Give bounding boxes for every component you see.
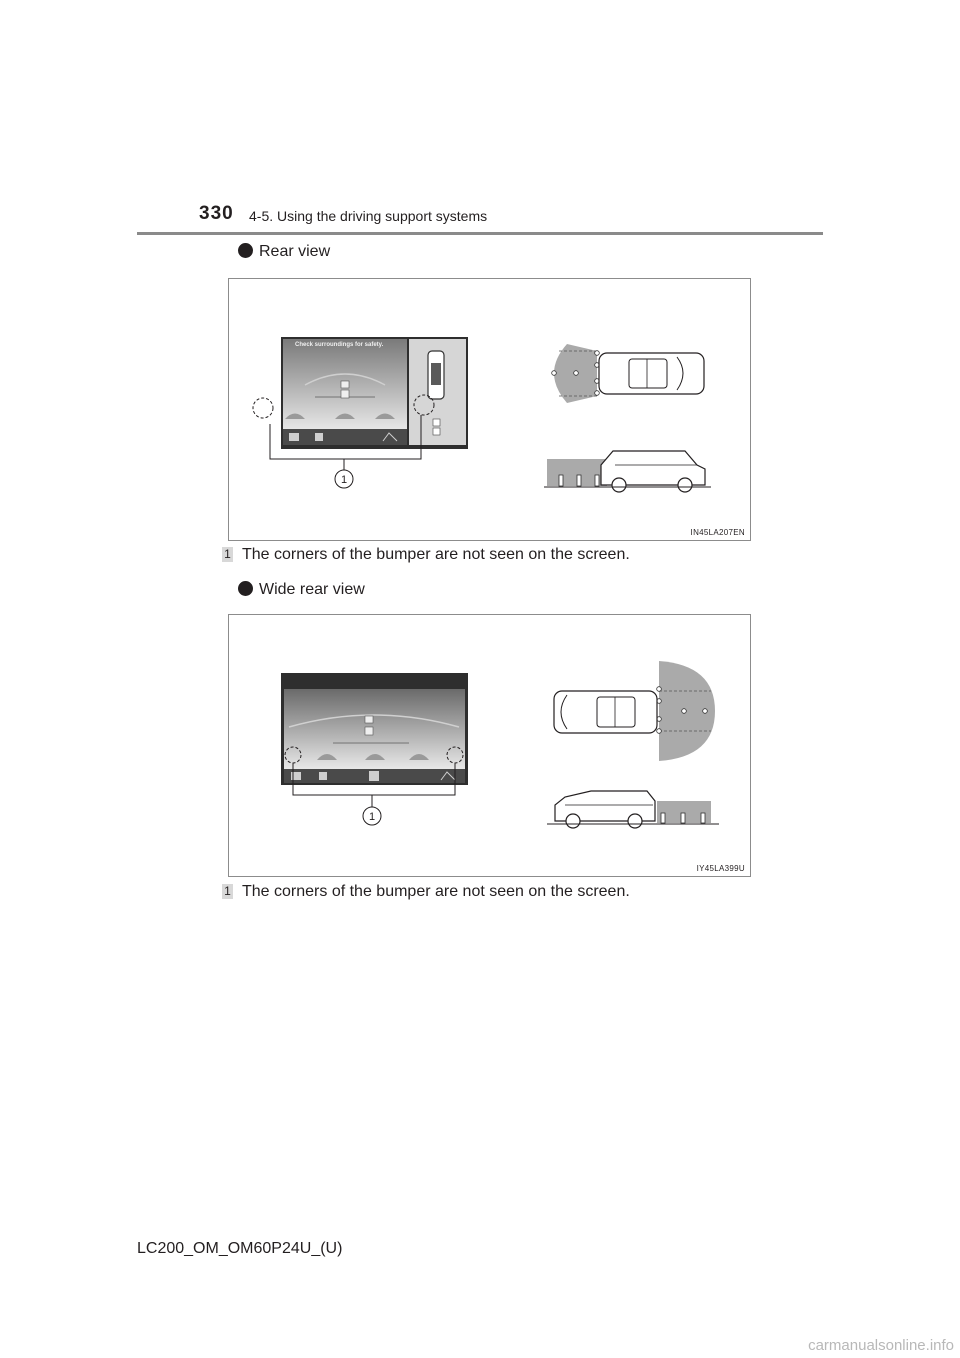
wide-rear-view-figure bbox=[228, 614, 751, 877]
watermark: carmanualsonline.info bbox=[808, 1337, 954, 1354]
rear-view-heading bbox=[238, 243, 330, 261]
wide-rear-view-heading bbox=[238, 581, 365, 599]
rear-view-note bbox=[222, 546, 630, 564]
rear-view-note-text: The corners of the bumper are not seen on the screen. bbox=[242, 546, 630, 563]
callout-badge: 1 bbox=[222, 884, 233, 899]
figure-code: IN45LA207EN bbox=[690, 528, 745, 537]
top-view-diagram bbox=[552, 344, 704, 403]
bullet-icon bbox=[238, 243, 253, 258]
page-number: 330 bbox=[199, 203, 234, 224]
screen-message: Check surroundings for safety. bbox=[295, 342, 384, 348]
rear-view-heading-text: Rear view bbox=[259, 243, 331, 260]
side-view-diagram bbox=[547, 791, 719, 828]
rear-view-illustration bbox=[229, 279, 750, 540]
header-divider bbox=[137, 232, 823, 235]
camera-screen bbox=[281, 337, 468, 449]
wide-rear-view-heading-text: Wide rear view bbox=[259, 581, 365, 598]
document-code: LC200_OM_OM60P24U_(U) bbox=[137, 1240, 343, 1257]
rear-view-figure bbox=[228, 278, 751, 541]
wide-rear-view-note bbox=[222, 883, 630, 901]
top-view-diagram bbox=[554, 661, 715, 761]
callout-label: 1 bbox=[368, 811, 376, 823]
section-title: 4-5. Using the driving support systems bbox=[249, 208, 488, 224]
callout-label: 1 bbox=[340, 474, 348, 486]
wide-rear-view-illustration bbox=[229, 615, 750, 876]
bullet-icon bbox=[238, 581, 253, 596]
camera-screen bbox=[281, 673, 468, 785]
callout-badge: 1 bbox=[222, 547, 233, 562]
figure-code: IY45LA399U bbox=[696, 864, 745, 873]
side-view-diagram bbox=[544, 451, 711, 492]
wide-rear-view-note-text: The corners of the bumper are not seen on the screen. bbox=[242, 883, 630, 900]
